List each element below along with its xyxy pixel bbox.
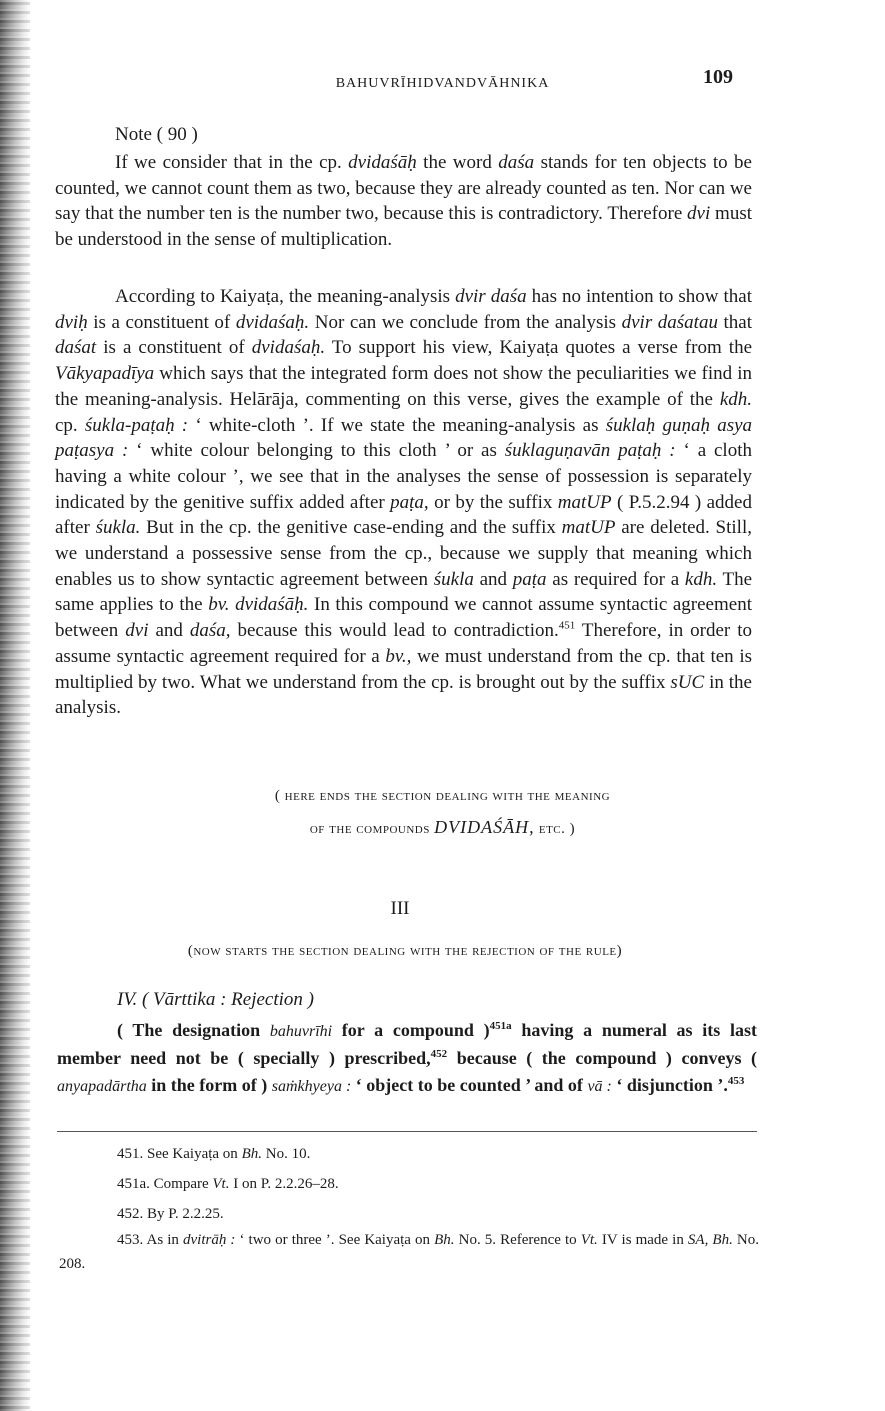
paragraph-1: If we consider that in the cp. dvidaśāḥ the word daśa stands for ten objects to be counted, we cannot count them as two, because they are already counted as ten. Nor can we say that the number ten is the number two, because this is contradictory. Therefore dvi must be understood in the sense of multiplication. [55,152,753,251]
section-numeral: III [390,898,410,919]
note-label: Note ( 90 ) [115,124,198,145]
section-start-heading: (now starts the section dealing with the rejection of the rule) [187,943,623,959]
footnote-452: 452. By P. 2.2.25. [117,1206,224,1222]
footnote-451: 451. See Kaiyaṭa on Bh. No. 10. [117,1146,311,1162]
footnote-451a: 451a. Compare Vt. I on P. 2.2.26–28. [117,1176,339,1192]
section-end-line-1: ( here ends the section dealing with the meaning [274,788,611,804]
footnote-divider [57,1131,757,1132]
footnote-453: 453. As in dvitrāḥ : ‘ two or three ’. See Kaiyaṭa on Bh. No. 5. Reference to Vt. IV is made in SA, Bh. No. 208. [59,1232,759,1272]
paragraph-2: According to Kaiyaṭa, the meaning-analysis dvir daśa has no intention to show that dviḥ is a constituent of dvidaśaḥ. Nor can we conclude from the analysis dvir daśatau that daśat is a constituent of dvidaśaḥ. To support his view, Kaiyaṭa quotes a verse from the Vākyapadīya which says that the integrated form does not show the peculiarities we find in the meaning-analysis. Helārāja, commenting on this verse, gives the example of the kdh. cp. śukla-paṭaḥ : ‘ white-cloth ’. If we state the meaning-analysis as śuklaḥ guṇaḥ asya paṭasya : ‘ white colour belonging to this cloth ’ or as śuklaguṇavān paṭaḥ : ‘ a cloth having a white colour ’, we see that in the analyses the sense of possession is separately indicated by the genitive suffix added after paṭa, or by the suffix matUP ( P.5.2.94 ) added after śukla. But in the cp. the genitive case-ending and the suffix matUP are deleted. Still, we understand a possessive sense from the cp., because we supply that meaning which enables us to show syntactic agreement between śukla and paṭa as required for a kdh. The same applies to the bv. dvidaśāḥ. In this compound we cannot assume syntactic agreement between dvi and daśa, because this would lead to contradiction.$^{451}$ Therefore, in order to assume syntactic agreement required for a bv., we must understand from the cp. that ten is multiplied by two. What we understand from the cp. is brought out by the suffix sUC in the analysis. [55,286,753,719]
scan-edge-shadow [0,0,30,1411]
running-header-title: BAHUVRĪHIDVANDVĀHNIKA [335,76,550,91]
section-end-line-2: of the compounds DVIDAŚĀH, etc. ) [309,817,576,837]
varttika-label: IV. ( Vārttika : Rejection ) [117,989,314,1010]
page-number: 109 [703,66,733,88]
varttika-translation: ( The designation bahuvrīhi for a compound )$^{451a}$ having a numeral as its last member need not be ( specially ) prescribed,$^{452}$ because ( the compound ) conveys ( anyapadārtha in the form of ) saṁkhyeya : ‘ object to be counted ’ and of vā : ‘ disjunction ’.$^{453}$ [57,1020,757,1095]
footnote-ref-451: 451 [558,619,576,632]
